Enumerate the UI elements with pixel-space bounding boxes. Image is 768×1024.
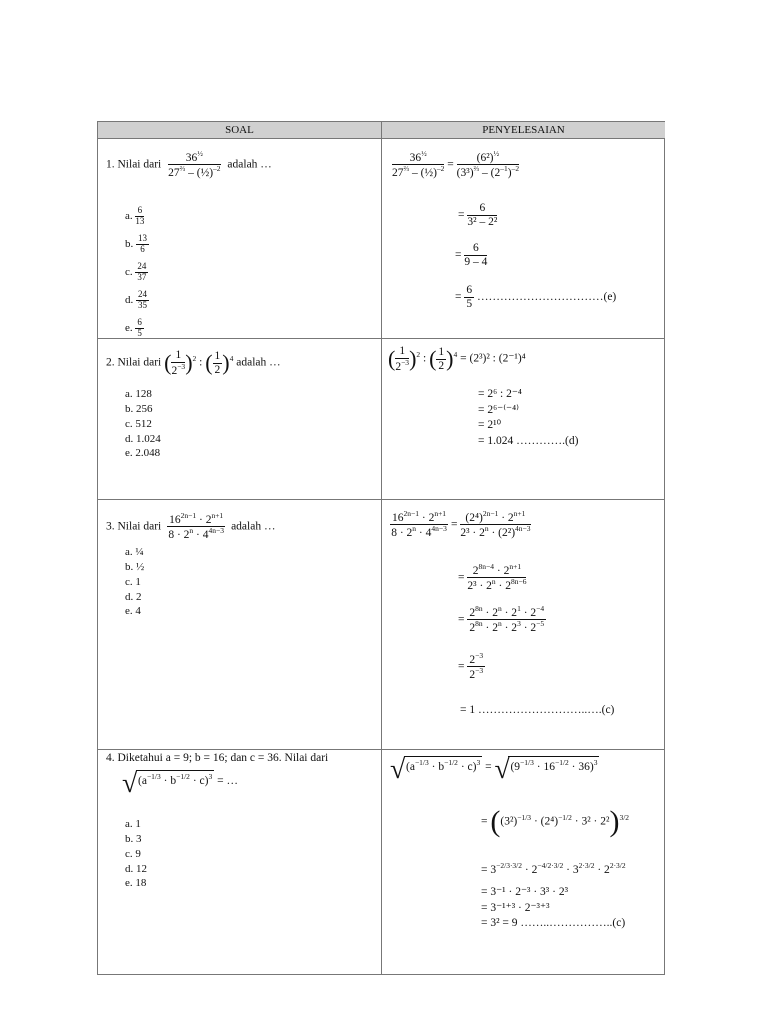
q1-option-d[interactable]: d. $\frac{24}{35}$ bbox=[125, 289, 147, 310]
q2-option-e[interactable]: e. 2.048 bbox=[125, 447, 161, 460]
q4-solution-steps bbox=[481, 885, 625, 932]
q2-stem-suffix: adalah … bbox=[236, 356, 281, 369]
q4-stem: 4. Diketahui a = 9; b = 16; dan c = 36. Nilai dari bbox=[106, 752, 329, 764]
q4-option-a[interactable]: a. 1 bbox=[125, 818, 141, 830]
q3-solution-line3: = $\frac{2^{8n} \cdot 2^n \cdot 2^1 \cdot 2^{-4}}{2^{8n} \cdot 2^n \cdot 2^3 \cdot 2^{-5}}$ bbox=[458, 604, 545, 635]
q3-option-d[interactable]: d. 2 bbox=[125, 590, 142, 603]
q3-stem-suffix: adalah … bbox=[231, 520, 276, 533]
q2-solution-step-1: = 2⁶ : 2⁻⁴ bbox=[478, 388, 522, 400]
q1-option-e[interactable]: e. $\frac{6}{5}$ bbox=[125, 317, 142, 338]
q1-stem-prefix: 1. Nilai dari bbox=[106, 158, 162, 171]
q1-expression: $\frac{36^{\frac{1}{2}}}{27^{\frac{2}{3}} - (\frac{1}{2})^{-2}}$ bbox=[168, 149, 221, 180]
q3-option-c[interactable]: c. 1 bbox=[125, 575, 141, 588]
q1-answer: ……………………………(e) bbox=[477, 290, 617, 303]
q4-solution-line3: = $3^{-2/3\cdot 3/2} \cdot 2^{-4/2\cdot 3/2} \cdot 3^{2\cdot 3/2} \cdot 2^{2\cdot 3/2}$ bbox=[481, 861, 626, 876]
q4-stem-tail: = … bbox=[217, 774, 238, 787]
q4-solution-step-3: = 3² = 9 ……..……………..(c) bbox=[481, 917, 626, 930]
q4-option-e[interactable]: e. 18 bbox=[125, 877, 147, 890]
q1-stem-suffix: adalah … bbox=[227, 158, 272, 171]
q1-option-b[interactable]: b. $\frac{13}{6}$ bbox=[125, 233, 147, 254]
row-divider-2 bbox=[98, 499, 664, 500]
q3-option-e[interactable]: e. 4 bbox=[125, 605, 141, 618]
column-divider bbox=[381, 122, 382, 974]
q2-solution-step-4: = 1.024 ………….(d) bbox=[478, 434, 579, 447]
q2-solution-step-2: = 2⁶⁻⁽⁻⁴⁾ bbox=[478, 403, 519, 416]
q2-stem-prefix: 2. Nilai dari bbox=[106, 356, 162, 369]
q2-solution-rhs: = (2³)² : (2⁻¹)⁴ bbox=[460, 352, 526, 365]
q2-option-b[interactable]: b. 256 bbox=[125, 402, 153, 415]
q2-option-d[interactable]: d. 1.024 bbox=[125, 432, 161, 445]
q3-solution-line2: = $\frac{2^{8n-4} \cdot 2^{n+1}}{2^3 \cdot 2^n \cdot 2^{8n-6}}$ bbox=[458, 562, 527, 593]
q4-expression: √ $(a^{-1/3} \cdot b^{-1/2} \cdot c)^3$ = … bbox=[122, 768, 238, 799]
q2-options bbox=[125, 387, 161, 461]
q3-solution-line4: = $\frac{2^{-3}}{2^{-3}}$ bbox=[458, 651, 484, 682]
q1-stem bbox=[106, 150, 272, 180]
q4-option-c[interactable]: c. 9 bbox=[125, 847, 141, 860]
q3-answer: = 1 ………………………..….(c) bbox=[460, 704, 615, 716]
q2-solution-steps bbox=[478, 387, 578, 449]
q4-options bbox=[125, 817, 147, 891]
q1-options bbox=[125, 206, 149, 346]
q4-solution-step-1: = 3⁻¹ · 2⁻³ · 3³ · 2³ bbox=[481, 886, 569, 898]
q2-stem: 2. Nilai dari ( $\frac{1}{2^{-3}}$ )$^2$ : ( $\frac{1}{2}$ )$^4$ adalah … bbox=[106, 349, 281, 377]
q2-solution-step-3: = 2¹⁰ bbox=[478, 419, 502, 432]
q3-stem-prefix: 3. Nilai dari bbox=[106, 520, 162, 533]
q4-option-d[interactable]: d. 12 bbox=[125, 862, 147, 875]
header-penyelesaian: PENYELESAIAN bbox=[382, 122, 665, 139]
q4-solution-step-2: = 3⁻¹⁺³ · 2⁻³⁺³ bbox=[481, 901, 550, 914]
q1-solution-line4: = $\frac{6}{5}$ ……………………………(e) bbox=[455, 284, 617, 310]
question-table bbox=[97, 121, 665, 975]
row-divider-1 bbox=[98, 338, 664, 339]
q4-solution-line1: √ $(a^{-1/3} \cdot b^{-1/2} \cdot c)^3$ = √ $(9^{-1/3} \cdot 16^{-1/2} \cdot 36)^3$ bbox=[390, 754, 598, 785]
q3-solution-line1: $\frac{16^{2n-1} \cdot 2^{n+1}}{8 \cdot 2^n \cdot 4^{4n-3}}$ = $\frac{(2^4)^{2n-1} \cdot 2^{n+1}}{2^3 \cdot 2^n \cdot (2^2)^{4n-3}}$ bbox=[391, 509, 531, 540]
q3-stem: 3. Nilai dari $\frac{16^{2n-1} \cdot 2^{n+1}}{8 \cdot 2^n \cdot 4^{4n-3}}$ adalah … bbox=[106, 511, 276, 542]
header-soal: SOAL bbox=[98, 122, 382, 139]
q4-solution-line2: = $((3^2)^{-1/3} \cdot (2^4)^{-1/2} \cdot 3^2 \cdot 2^2)^{3/2}$ bbox=[481, 805, 630, 838]
q1-solution-line1: $\frac{36^{\frac{1}{2}}}{27^{\frac{2}{3}} - (\frac{1}{2})^{-2}}$ = $\frac{(6^2)^{\frac{1}{2}}}{(3^3)^{\frac{2}{3}} - (2^{-1})^{-2}}$ bbox=[392, 149, 520, 180]
q3-option-a[interactable]: a. ¼ bbox=[125, 546, 144, 558]
q2-option-c[interactable]: c. 512 bbox=[125, 417, 152, 430]
row-divider-3 bbox=[98, 749, 664, 750]
q2-option-a[interactable]: a. 128 bbox=[125, 388, 152, 400]
q2-solution-line1: ( $\frac{1}{2^{-3}}$ )$^2$ : ( $\frac{1}{2}$ )$^4$ = (2³)² : (2⁻¹)⁴ bbox=[388, 345, 526, 373]
q1-solution-line2: = $\frac{6}{\text{3² – 2²}}$ bbox=[458, 202, 498, 228]
q1-option-a[interactable]: a. $\frac{6}{13}$ bbox=[125, 205, 145, 226]
q1-option-c[interactable]: c. $\frac{24}{37}$ bbox=[125, 261, 147, 282]
q1-solution-line3: = $\frac{6}{9 - 4}$ bbox=[455, 242, 488, 268]
q3-option-b[interactable]: b. ½ bbox=[125, 560, 145, 573]
q3-options bbox=[125, 545, 144, 619]
q4-option-b[interactable]: b. 3 bbox=[125, 832, 142, 845]
